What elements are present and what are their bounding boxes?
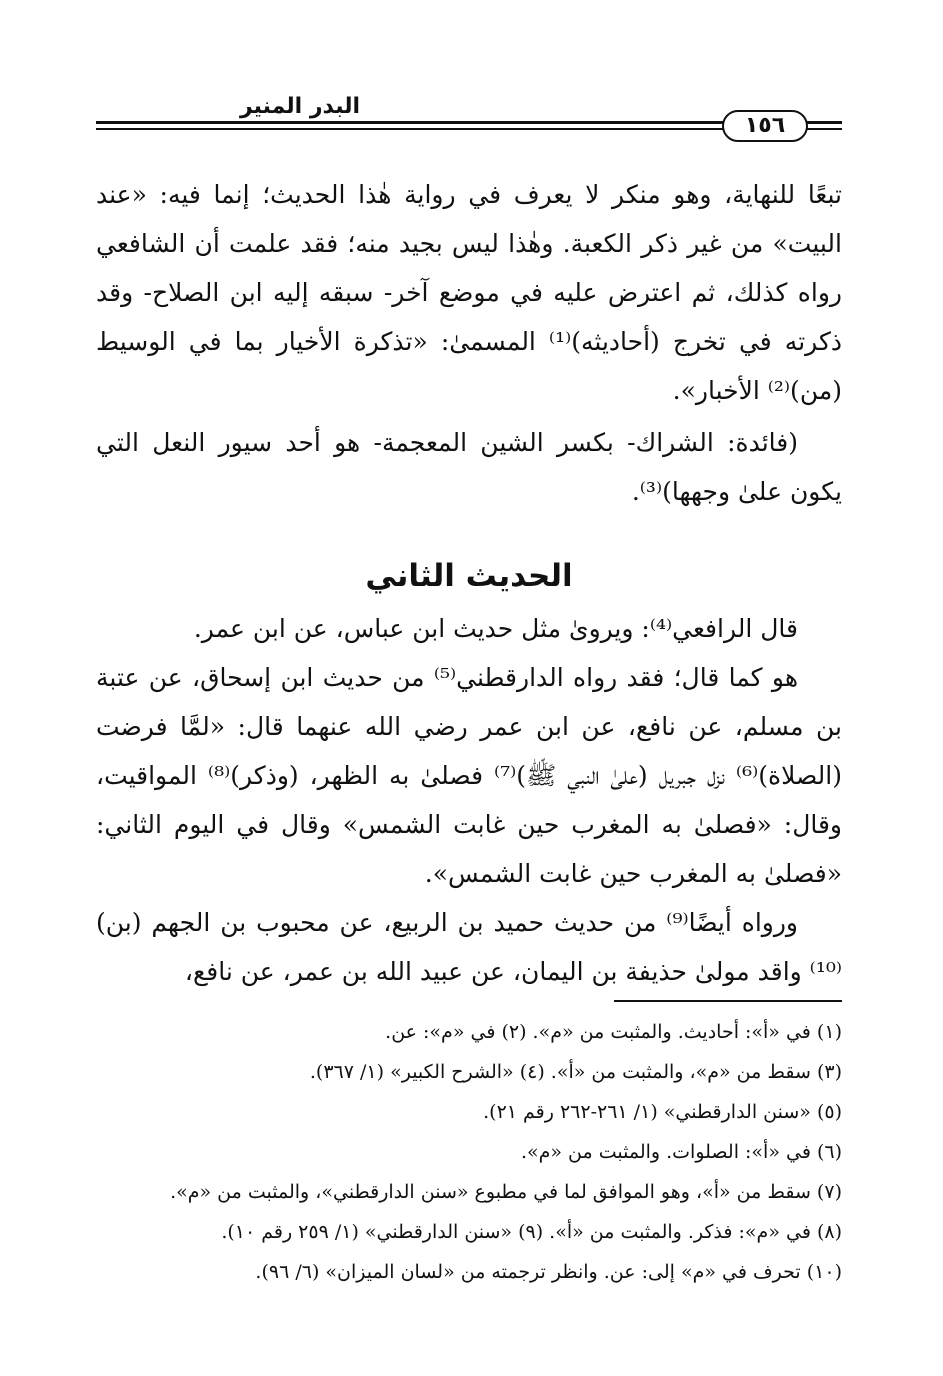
footnote: (٦) في «أ»: الصلوات. والمثبت من «م». [520,1141,842,1163]
header-rule [806,121,842,124]
header-rule [96,121,724,124]
footnote: (١٠) تحرف في «م» إلى: عن. وانظر ترجمته من «لسان الميزان» (٦/ ٩٦). [255,1261,842,1283]
footnote: (٣) سقط من «م»، والمثبت من «أ». (٤) «الشرح الكبير» (١/ ٣٦٧). [309,1061,842,1083]
footnotes [96,1012,842,1292]
header-rule [96,128,724,130]
text-block-section [96,604,842,996]
footnote-separator [614,1000,842,1002]
page-number: ١٥٦ [722,110,808,142]
paragraph: تبعًا للنهاية، وهو منكر لا يعرف في رواية هٰذا الحديث؛ إنما فيه: «عند البيت» من غير ذكر الكعبة. وهٰذا ليس بجيد منه؛ فقد علمت أن الشافعي رواه كذلك، ثم اعترض عليه في موضع آخر- سبقه إليه ابن الصلاح- وقد ذكرته في تخرج (أحاديثه)⁽¹⁾ المسمىٰ: «تذكرة الأخيار بما في الوسيط (من)⁽²⁾ الأخبار». [96,180,842,405]
paragraph: ورواه أيضًا⁽⁹⁾ من حديث حميد بن الربيع، عن محبوب بن الجهم (بن)⁽¹⁰⁾ واقد مولىٰ حذيفة بن اليمان، عن عبيد الله بن عمر، عن نافع، [96,908,842,986]
paragraph: (فائدة: الشراك- بكسر الشين المعجمة- هو أحد سيور النعل التي يكون علىٰ وجهها)⁽³⁾. [96,428,842,506]
paragraph: قال الرافعي⁽⁴⁾: ويروىٰ مثل حديث ابن عباس، عن ابن عمر. [193,614,798,643]
section-heading: الحديث الثاني [365,558,573,594]
footnote: (٧) سقط من «أ»، وهو الموافق لما في مطبوع «سنن الدارقطني»، والمثبت من «م». [170,1181,842,1203]
header-rule [806,128,842,130]
running-header-title: البدر المنير [239,94,360,119]
text-block-continuation [96,170,842,415]
footnote: (٨) في «م»: فذكر. والمثبت من «أ». (٩) «سنن الدارقطني» (١/ ٢٥٩ رقم ١٠). [221,1221,842,1243]
paragraph: هو كما قال؛ فقد رواه الدارقطني⁽⁵⁾ من حديث ابن إسحاق، عن عتبة بن مسلم، عن نافع، عن ابن عمر رضي الله عنهما قال: «لمَّا فرضت (الصلاة)⁽⁶⁾ نزل جبريل (علىٰ النبي ﷺ)⁽⁷⁾ فصلىٰ به الظهر، (وذكر)⁽⁸⁾ المواقيت، وقال: «فصلىٰ به المغرب حين غابت الشمس» وقال في اليوم الثاني: «فصلىٰ به المغرب حين غابت الشمس». [96,663,842,888]
footnote: (٥) «سنن الدارقطني» (١/ ٢٦١-٢٦٢ رقم ٢١). [483,1101,842,1123]
footnote: (١) في «أ»: أحاديث. والمثبت من «م». (٢) في «م»: عن. [385,1021,842,1043]
text-block-note [96,418,842,516]
